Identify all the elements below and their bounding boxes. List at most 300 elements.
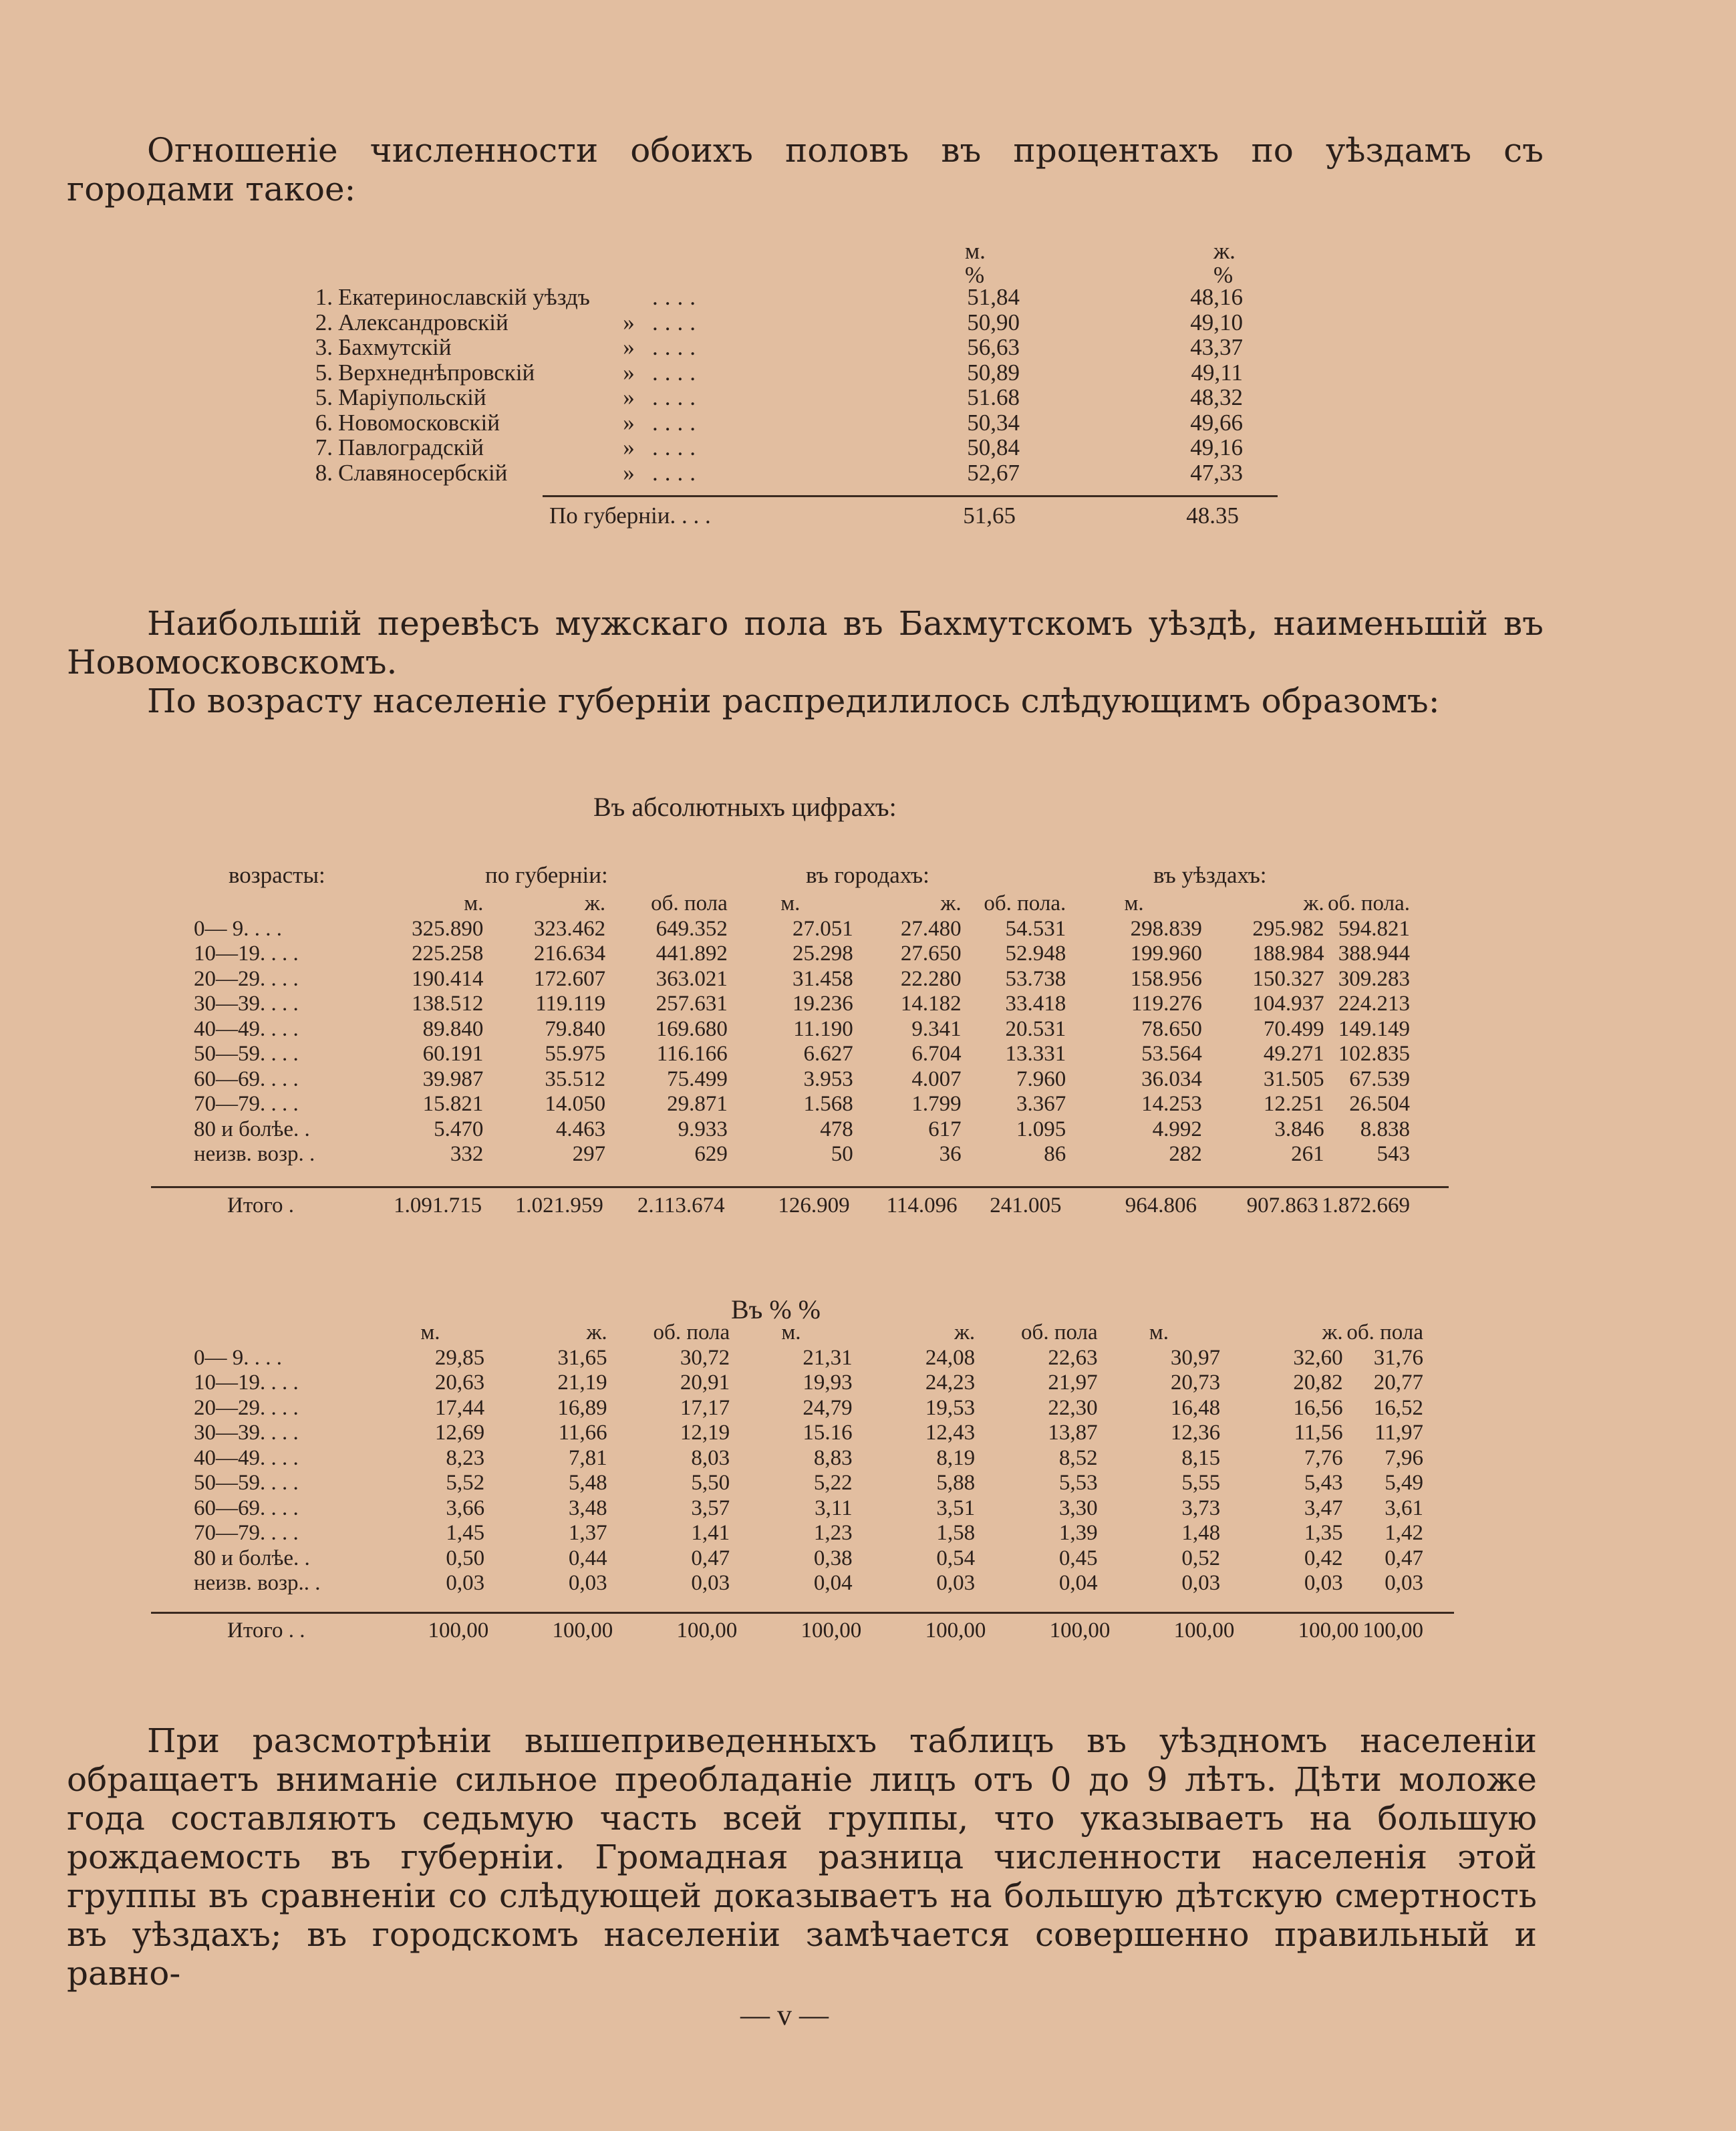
abs-value: 149.149	[1338, 1016, 1410, 1041]
pct-value: 12,19	[680, 1421, 730, 1445]
pct-value: 3,11	[815, 1496, 853, 1520]
abs-value: 79.840	[545, 1016, 606, 1041]
pct-value: 21,31	[803, 1345, 853, 1370]
pct-value: 0,03	[936, 1571, 976, 1595]
pct-value: 24,23	[925, 1371, 976, 1395]
abs-value: 29.871	[667, 1092, 728, 1116]
abs-sub-zh: ж.	[585, 891, 606, 915]
abs-value: 594.821	[1338, 916, 1410, 941]
abs-value: 67.539	[1349, 1067, 1410, 1091]
abs-value: 104.937	[1252, 992, 1324, 1016]
abs-value: 649.352	[656, 916, 728, 941]
abs-value: 7.960	[1016, 1067, 1066, 1091]
sex-cell-name: Павлоградскій	[338, 434, 484, 460]
abs-value: 257.631	[656, 992, 728, 1016]
abs-value: 116.166	[656, 1042, 728, 1066]
abs-value: 199.960	[1130, 942, 1202, 966]
abs-value: 478	[820, 1117, 853, 1141]
sex-cell-zh: 47,33	[1190, 459, 1243, 486]
pct-value: 5,52	[446, 1471, 485, 1495]
sex-cell-m: 50,84	[967, 434, 1020, 460]
abs-total-value: 241.005	[990, 1193, 1062, 1218]
abs-total-value: 126.909	[778, 1193, 850, 1218]
pct-total-value: 100,00	[1298, 1618, 1359, 1643]
pct-value: 8,83	[813, 1445, 853, 1470]
pct-value: 8,19	[936, 1445, 976, 1470]
pct-value: 21,97	[1048, 1371, 1098, 1395]
abs-value: 224.213	[1338, 992, 1410, 1016]
abs-value: 78.650	[1141, 1016, 1202, 1041]
sex-cell-name: Новомосковскій	[338, 409, 500, 436]
sex-cell-zh: 48,32	[1190, 384, 1243, 410]
pct-sub-m: м.	[420, 1320, 440, 1344]
pct-value: 5,88	[936, 1471, 976, 1495]
sex-cell-zh: 49,10	[1190, 309, 1243, 335]
pct-total-value: 100,00	[801, 1618, 862, 1643]
sex-cell-m: 56,63	[967, 334, 1020, 360]
pct-value: 21,19	[557, 1371, 607, 1395]
abs-value: 9.341	[911, 1016, 962, 1041]
paragraph-3	[67, 682, 1544, 720]
pct-row	[194, 1571, 1423, 1596]
pct-row	[194, 1471, 1423, 1496]
abs-value: 309.283	[1338, 966, 1410, 991]
sex-col-zh-header: ж.	[1213, 238, 1236, 264]
abs-total-label: Итого .	[227, 1193, 295, 1218]
abs-value: 629	[694, 1142, 728, 1166]
abs-total-table	[194, 1193, 1410, 1219]
abs-value: 5.470	[434, 1117, 484, 1141]
sex-cell-zh: 49,66	[1190, 409, 1243, 436]
pct-row	[194, 1346, 1423, 1371]
sex-cell-q: »	[623, 384, 635, 410]
pct-value: 30,72	[680, 1345, 730, 1370]
pct-table-rule	[151, 1612, 1454, 1614]
sex-cell-m: 51.68	[967, 384, 1020, 410]
sex-cell-q: »	[623, 459, 635, 486]
sex-cell-n: 6.	[315, 409, 333, 436]
abs-value: 26.504	[1349, 1092, 1410, 1116]
pct-total-label: Итого . .	[227, 1618, 305, 1643]
abs-sub-zh: ж.	[940, 891, 962, 915]
pct-value: 5,53	[1058, 1471, 1098, 1495]
abs-sub-ob: об. пола.	[984, 891, 1066, 915]
abs-value: 4.992	[1152, 1117, 1202, 1141]
abs-total-value: 1.872.669	[1322, 1193, 1410, 1218]
pct-value: 12,69	[434, 1421, 485, 1445]
abs-sub-ob: об. пола.	[1328, 891, 1410, 915]
abs-value: 119.119	[535, 992, 606, 1016]
pct-age-table	[194, 1320, 1423, 1596]
pct-value: 20,91	[680, 1371, 730, 1395]
abs-sub-m: м.	[780, 891, 801, 915]
pct-value: 5,43	[1304, 1471, 1343, 1495]
pct-total-value: 100,00	[1173, 1618, 1235, 1643]
sex-cell-q: »	[623, 309, 635, 335]
abs-value: 14.182	[900, 992, 962, 1016]
pct-value: 5,55	[1181, 1471, 1221, 1495]
pct-value: 15.16	[803, 1421, 853, 1445]
abs-value: 27.480	[900, 916, 962, 941]
pct-total-value: 100,00	[676, 1618, 738, 1643]
pct-total-value: 100,00	[552, 1618, 613, 1643]
pct-value: 0,03	[1181, 1571, 1221, 1595]
abs-value: 169.680	[656, 1016, 728, 1041]
abs-total-value: 114.096	[886, 1193, 958, 1218]
abs-row	[194, 992, 1410, 1017]
abs-age-label: 10—19. . . .	[194, 942, 299, 966]
abs-value: 190.414	[412, 966, 484, 991]
abs-age-label: неизв. возр. .	[194, 1142, 315, 1166]
pct-total-row	[194, 1618, 1423, 1644]
pct-total-value: 100,00	[428, 1618, 489, 1643]
abs-value: 1.568	[803, 1092, 853, 1116]
abs-value: 70.499	[1263, 1016, 1324, 1041]
pct-value: 5,48	[568, 1471, 607, 1495]
abs-value: 31.458	[792, 966, 853, 991]
pct-value: 0,38	[813, 1546, 853, 1570]
paragraph-4	[67, 1721, 1537, 1993]
abs-value: 50	[831, 1142, 853, 1166]
pct-value: 0,04	[1058, 1571, 1098, 1595]
pct-sub-m: м.	[781, 1320, 801, 1344]
pct-value: 19,93	[803, 1371, 853, 1395]
sex-cell-zh: 49,11	[1191, 359, 1243, 386]
abs-value: 89.840	[422, 1016, 484, 1041]
abs-value: 1.799	[911, 1092, 962, 1116]
sex-cell-n: 2.	[315, 309, 333, 335]
pct-age-label: 40—49. . . .	[194, 1445, 299, 1470]
abs-table-title: Въ абсолютныхъ цифрахъ:	[593, 792, 897, 822]
abs-value: 261	[1291, 1142, 1324, 1166]
paragraph-2	[67, 604, 1544, 682]
pct-value: 3,61	[1385, 1496, 1423, 1520]
abs-total-value: 964.806	[1125, 1193, 1197, 1218]
pct-total-value: 100,00	[1362, 1618, 1423, 1643]
abs-age-label: 20—29. . . .	[194, 966, 299, 991]
abs-value: 158.956	[1130, 966, 1202, 991]
pct-value: 7,76	[1304, 1445, 1343, 1470]
sex-col-m-pct: %	[965, 262, 985, 288]
pct-value: 32,60	[1293, 1345, 1343, 1370]
abs-group-uezd: въ уѣздахъ:	[1153, 862, 1267, 888]
abs-row	[194, 917, 1410, 942]
abs-total-value: 2.113.674	[637, 1193, 725, 1218]
abs-value: 225.258	[412, 942, 484, 966]
pct-value: 8,23	[446, 1445, 485, 1470]
sex-cell-dots: ....	[652, 434, 702, 460]
pct-subheader-row	[194, 1320, 1423, 1346]
pct-sub-ob: об. пола	[653, 1320, 730, 1344]
pct-sub-m: м.	[1149, 1320, 1169, 1344]
abs-value: 22.280	[900, 966, 962, 991]
pct-value: 11,97	[1374, 1421, 1423, 1445]
pct-value: 19,53	[925, 1395, 976, 1420]
pct-age-label: 60—69. . . .	[194, 1496, 299, 1520]
pct-value: 1,23	[813, 1521, 853, 1545]
abs-value: 27.051	[792, 916, 853, 941]
sex-cell-name: Бахмутскій	[338, 334, 452, 360]
abs-row	[194, 1117, 1410, 1143]
pct-value: 1,37	[568, 1521, 607, 1545]
paragraph-2-text: Наибольшій перевѣсъ мужскаго пола въ Бахмутскомъ уѣздѣ, наименьшій въ Новомосковскомъ.	[67, 604, 1544, 682]
pct-age-label: 70—79. . . .	[194, 1521, 299, 1545]
pct-value: 0,42	[1304, 1546, 1343, 1570]
pct-sub-zh: ж.	[1322, 1320, 1343, 1344]
abs-value: 441.892	[656, 942, 728, 966]
abs-age-label: 80 и болѣе. .	[194, 1117, 310, 1141]
pct-value: 1,35	[1304, 1521, 1343, 1545]
sex-row	[306, 460, 1243, 486]
pct-value: 0,54	[936, 1546, 976, 1570]
abs-value: 60.191	[422, 1042, 484, 1066]
abs-value: 86	[1044, 1142, 1066, 1166]
abs-total-value: 1.091.715	[394, 1193, 482, 1218]
sex-cell-name: Славяносербскій	[338, 459, 508, 486]
pct-value: 29,85	[434, 1345, 485, 1370]
abs-row	[194, 942, 1410, 967]
pct-value: 3,66	[446, 1496, 485, 1520]
abs-age-table	[194, 891, 1410, 1167]
pct-age-label: 20—29. . . .	[194, 1395, 299, 1420]
sex-col-m-header: м.	[965, 238, 986, 264]
abs-row	[194, 1017, 1410, 1042]
pct-value: 7,96	[1385, 1445, 1423, 1470]
abs-subheader-row	[194, 891, 1410, 917]
sex-row	[306, 335, 1243, 360]
pct-value: 1,41	[691, 1521, 730, 1545]
page-number: — v —	[740, 1999, 829, 2031]
abs-row	[194, 1042, 1410, 1067]
pct-value: 31,76	[1373, 1345, 1423, 1370]
pct-value: 20,63	[434, 1371, 485, 1395]
abs-value: 172.607	[533, 966, 606, 991]
abs-value: 150.327	[1252, 966, 1324, 991]
pct-value: 16,89	[557, 1395, 607, 1420]
sex-total-zh: 48.35	[1186, 503, 1239, 529]
sex-cell-q: »	[623, 434, 635, 460]
pct-row	[194, 1521, 1423, 1546]
abs-group-gor: въ городахъ:	[806, 862, 929, 888]
abs-value: 188.984	[1252, 942, 1324, 966]
pct-value: 5,22	[813, 1471, 853, 1495]
abs-total-value: 907.863	[1246, 1193, 1318, 1218]
pct-value: 17,17	[680, 1395, 730, 1420]
abs-value: 282	[1169, 1142, 1202, 1166]
abs-age-label: 70—79. . . .	[194, 1092, 299, 1116]
sex-cell-dots: ....	[652, 384, 702, 410]
pct-value: 17,44	[434, 1395, 485, 1420]
sex-cell-n: 3.	[315, 334, 333, 360]
abs-sub-m: м.	[464, 891, 484, 915]
pct-value: 1,39	[1058, 1521, 1098, 1545]
abs-value: 325.890	[412, 916, 484, 941]
pct-value: 16,52	[1373, 1395, 1423, 1420]
pct-value: 24,08	[925, 1345, 976, 1370]
abs-value: 27.650	[900, 942, 962, 966]
sex-cell-dots: ....	[652, 309, 702, 335]
pct-age-label: 30—39. . . .	[194, 1421, 299, 1445]
sex-cell-n: 8.	[315, 459, 333, 486]
pct-value: 12,36	[1170, 1421, 1221, 1445]
sex-cell-m: 50,89	[967, 359, 1020, 386]
pct-value: 0,03	[568, 1571, 607, 1595]
pct-value: 22,63	[1048, 1345, 1098, 1370]
abs-total-row	[194, 1193, 1410, 1219]
pct-value: 0,03	[1304, 1571, 1343, 1595]
sex-row	[306, 435, 1243, 460]
abs-value: 6.704	[911, 1042, 962, 1066]
pct-value: 11,56	[1294, 1421, 1343, 1445]
sex-cell-q: »	[623, 409, 635, 436]
pct-value: 8,03	[691, 1445, 730, 1470]
pct-value: 0,03	[1385, 1571, 1423, 1595]
abs-value: 54.531	[1005, 916, 1066, 941]
pct-age-label: 80 и болѣе. .	[194, 1546, 310, 1570]
pct-row	[194, 1546, 1423, 1572]
abs-value: 543	[1377, 1142, 1410, 1166]
abs-value: 49.271	[1263, 1042, 1324, 1066]
abs-value: 75.499	[667, 1067, 728, 1091]
abs-value: 20.531	[1005, 1016, 1066, 1041]
pct-age-label: 0— 9. . . .	[194, 1345, 282, 1370]
abs-value: 4.463	[555, 1117, 606, 1141]
pct-value: 8,52	[1058, 1445, 1098, 1470]
sex-cell-dots: ....	[652, 409, 702, 436]
pct-sub-zh: ж.	[954, 1320, 976, 1344]
pct-value: 0,03	[691, 1571, 730, 1595]
pct-value: 1,58	[936, 1521, 976, 1545]
abs-value: 14.253	[1141, 1092, 1202, 1116]
abs-value: 52.948	[1005, 942, 1066, 966]
sex-cell-n: 7.	[315, 434, 333, 460]
sex-cell-q	[605, 285, 652, 310]
sex-row	[306, 385, 1243, 410]
pct-age-label: 10—19. . . .	[194, 1371, 299, 1395]
abs-value: 216.634	[533, 942, 606, 966]
pct-value: 0,45	[1058, 1546, 1098, 1570]
pct-value: 20,73	[1170, 1371, 1221, 1395]
pct-value: 8,15	[1181, 1445, 1221, 1470]
sex-total-m: 51,65	[963, 503, 1016, 529]
pct-row	[194, 1496, 1423, 1522]
sex-cell-dots: ....	[652, 459, 702, 486]
sex-cell-q: »	[623, 334, 635, 360]
sex-cell-name: Екатеринославскій уѣздъ	[338, 284, 590, 310]
pct-value: 24,79	[803, 1395, 853, 1420]
abs-row	[194, 1067, 1410, 1093]
abs-value: 295.982	[1252, 916, 1324, 941]
pct-sub-zh: ж.	[586, 1320, 607, 1344]
sex-cell-n: 1.	[315, 284, 333, 310]
abs-value: 3.953	[803, 1067, 853, 1091]
pct-value: 22,30	[1048, 1395, 1098, 1420]
sex-cell-zh: 48,16	[1190, 284, 1243, 310]
pct-value: 3,73	[1181, 1496, 1221, 1520]
abs-row	[194, 1142, 1410, 1167]
abs-value: 6.627	[803, 1042, 853, 1066]
intro-text: Огношеніе численности обоихъ половъ въ процентахъ по уѣздамъ съ городами такое:	[67, 131, 1544, 208]
sex-ratio-table	[306, 285, 1243, 485]
abs-age-label: 60—69. . . .	[194, 1067, 299, 1091]
pct-value: 16,56	[1293, 1395, 1343, 1420]
pct-age-label: 50—59. . . .	[194, 1471, 299, 1495]
abs-value: 298.839	[1130, 916, 1202, 941]
abs-value: 388.944	[1338, 942, 1410, 966]
abs-table-rule	[151, 1186, 1449, 1188]
sex-cell-zh: 43,37	[1190, 334, 1243, 360]
sex-cell-m: 50,34	[967, 409, 1020, 436]
pct-value: 0,47	[1385, 1546, 1423, 1570]
abs-value: 55.975	[545, 1042, 606, 1066]
sex-cell-name: Верхнеднѣпровскій	[338, 359, 535, 386]
abs-value: 33.418	[1005, 992, 1066, 1016]
abs-row	[194, 967, 1410, 992]
sex-row	[306, 360, 1243, 386]
abs-value: 35.512	[545, 1067, 606, 1091]
sex-cell-name: Александровскій	[338, 309, 509, 335]
abs-value: 39.987	[422, 1067, 484, 1091]
abs-value: 19.236	[792, 992, 853, 1016]
abs-age-label: 40—49. . . .	[194, 1016, 299, 1041]
abs-value: 53.738	[1005, 966, 1066, 991]
abs-value: 36	[939, 1142, 962, 1166]
sex-cell-m: 50,90	[967, 309, 1020, 335]
sex-row	[306, 410, 1243, 436]
abs-total-value: 1.021.959	[515, 1193, 603, 1218]
pct-value: 0,44	[568, 1546, 607, 1570]
abs-value: 13.331	[1005, 1042, 1066, 1066]
pct-row	[194, 1371, 1423, 1396]
abs-value: 11.190	[793, 1016, 853, 1041]
abs-value: 102.835	[1338, 1042, 1410, 1066]
sex-cell-m: 51,84	[967, 284, 1020, 310]
sex-table-rule	[543, 495, 1278, 497]
pct-sub-ob: об. пола	[1346, 1320, 1423, 1344]
pct-value: 31,65	[557, 1345, 607, 1370]
pct-value: 20,82	[1293, 1371, 1343, 1395]
abs-value: 15.821	[422, 1092, 484, 1116]
pct-value: 0,50	[446, 1546, 485, 1570]
pct-value: 0,47	[691, 1546, 730, 1570]
abs-group-gub: по губерніи:	[485, 862, 608, 888]
abs-sub-ob: об. пола	[651, 891, 728, 915]
abs-row	[194, 1092, 1410, 1117]
pct-value: 3,30	[1058, 1496, 1098, 1520]
pct-value: 1,48	[1181, 1521, 1221, 1545]
pct-age-label: неизв. возр.. .	[194, 1571, 321, 1595]
pct-value: 3,47	[1304, 1496, 1343, 1520]
abs-value: 1.095	[1016, 1117, 1066, 1141]
pct-value: 30,97	[1170, 1345, 1221, 1370]
pct-value: 13,87	[1048, 1421, 1098, 1445]
sex-cell-dots: ....	[652, 284, 702, 310]
abs-value: 138.512	[412, 992, 484, 1016]
abs-value: 14.050	[545, 1092, 606, 1116]
pct-value: 20,77	[1373, 1371, 1423, 1395]
sex-row	[306, 310, 1243, 335]
abs-value: 363.021	[656, 966, 728, 991]
abs-value: 297	[572, 1142, 606, 1166]
sex-cell-n: 5.	[315, 384, 333, 410]
sex-cell-zh: 49,16	[1190, 434, 1243, 460]
sex-col-zh-pct: %	[1213, 262, 1234, 288]
pct-row	[194, 1396, 1423, 1421]
abs-value: 323.462	[533, 916, 606, 941]
sex-cell-n: 5.	[315, 359, 333, 386]
abs-value: 12.251	[1263, 1092, 1324, 1116]
pct-value: 3,51	[936, 1496, 976, 1520]
